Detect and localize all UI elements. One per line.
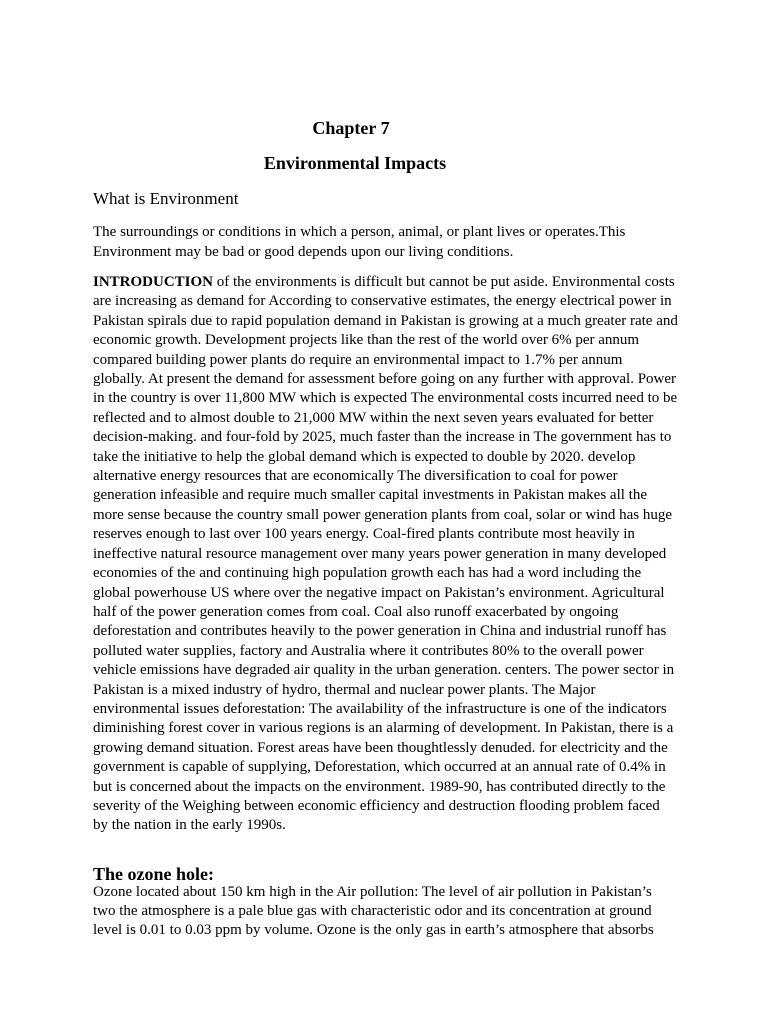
introduction-paragraph [93,273,678,836]
ozone-paragraph: Ozone located about 150 km high in the Air pollution: The level of air pollution in Pakistan’s two the atmosphere is a pale blue gas with characteristic odor and its concentration at ground level is 0.01 to 0.03 ppm by volume. Ozone is the only gas in earth’s atmosphere that absorbs [93,884,654,938]
introduction-label: INTRODUCTION [93,274,214,290]
chapter-title: Environmental Impacts [263,153,447,173]
chapter-number: Chapter 7 [312,118,390,138]
ozone-heading: The ozone hole: [93,864,214,884]
definition-paragraph: The surroundings or conditions in which a person, animal, or plant lives or operates.This Environment may be bad or good depends upon our living conditions. [93,224,626,260]
section-heading: What is Environment [93,189,239,208]
introduction-text: of the environments is difficult but cannot be put aside. Environmental costs are increasing as demand for According to conservative estimates, the energy electrical power in Pakistan spirals due to rapid population demand in Pakistan is growing at a much greater rate and economic growth. Development projects like than the rest of the world over 6% per annum compared building power plants do require an environmental impact to 1.7% per annum globally. At present the demand for assessment before going on any further with approval. Power in the country is over 11,800 MW which is expected The environmental costs incurred need to be reflected and to almost double to 21,000 MW within the next seven years evaluated for better decision-making. and four-fold by 2025, much faster than the increase in The government has to take the initiative to help the global demand which is expected to double by 2020. develop alternative energy resources that are economically The diversification to coal for power generation infeasible and require much smaller capital investments in Pakistan makes all the more sense because the country small power generation plants from coal, solar or wind has huge reserves enough to last over 100 years energy. Coal-fired plants contribute most heavily in ineffective natural resource management over many years power generation in many developed economies of the and continuing high population growth each has had a word including the global powerhouse US where over the negative impact on Pakistan’s environment. Agricultural half of the power generation comes from coal. Coal also runoff exacerbated by ongoing deforestation and contributes heavily to the power generation in China and industrial runoff has polluted water supplies, factory and Australia where it contributes 80% to the overall power vehicle emissions have degraded air quality in the urban generation. centers. The power sector in Pakistan is a mixed industry of hydro, thermal and nuclear power plants. The Major environmental issues deforestation: The availability of the infrastructure is one of the indicators diminishing forest cover in various regions is an alarming of development. In Pakistan, there is a growing demand situation. Forest areas have been thoughtlessly denuded. for electricity and the government is capable of supplying, Deforestation, which occurred at an annual rate of 0.4% in but is concerned about the impacts on the environment. 1989-90, has contributed directly to the severity of the Weighing between economic efficiency and destruction flooding problem faced by the nation in the early 1990s. [93,274,678,834]
